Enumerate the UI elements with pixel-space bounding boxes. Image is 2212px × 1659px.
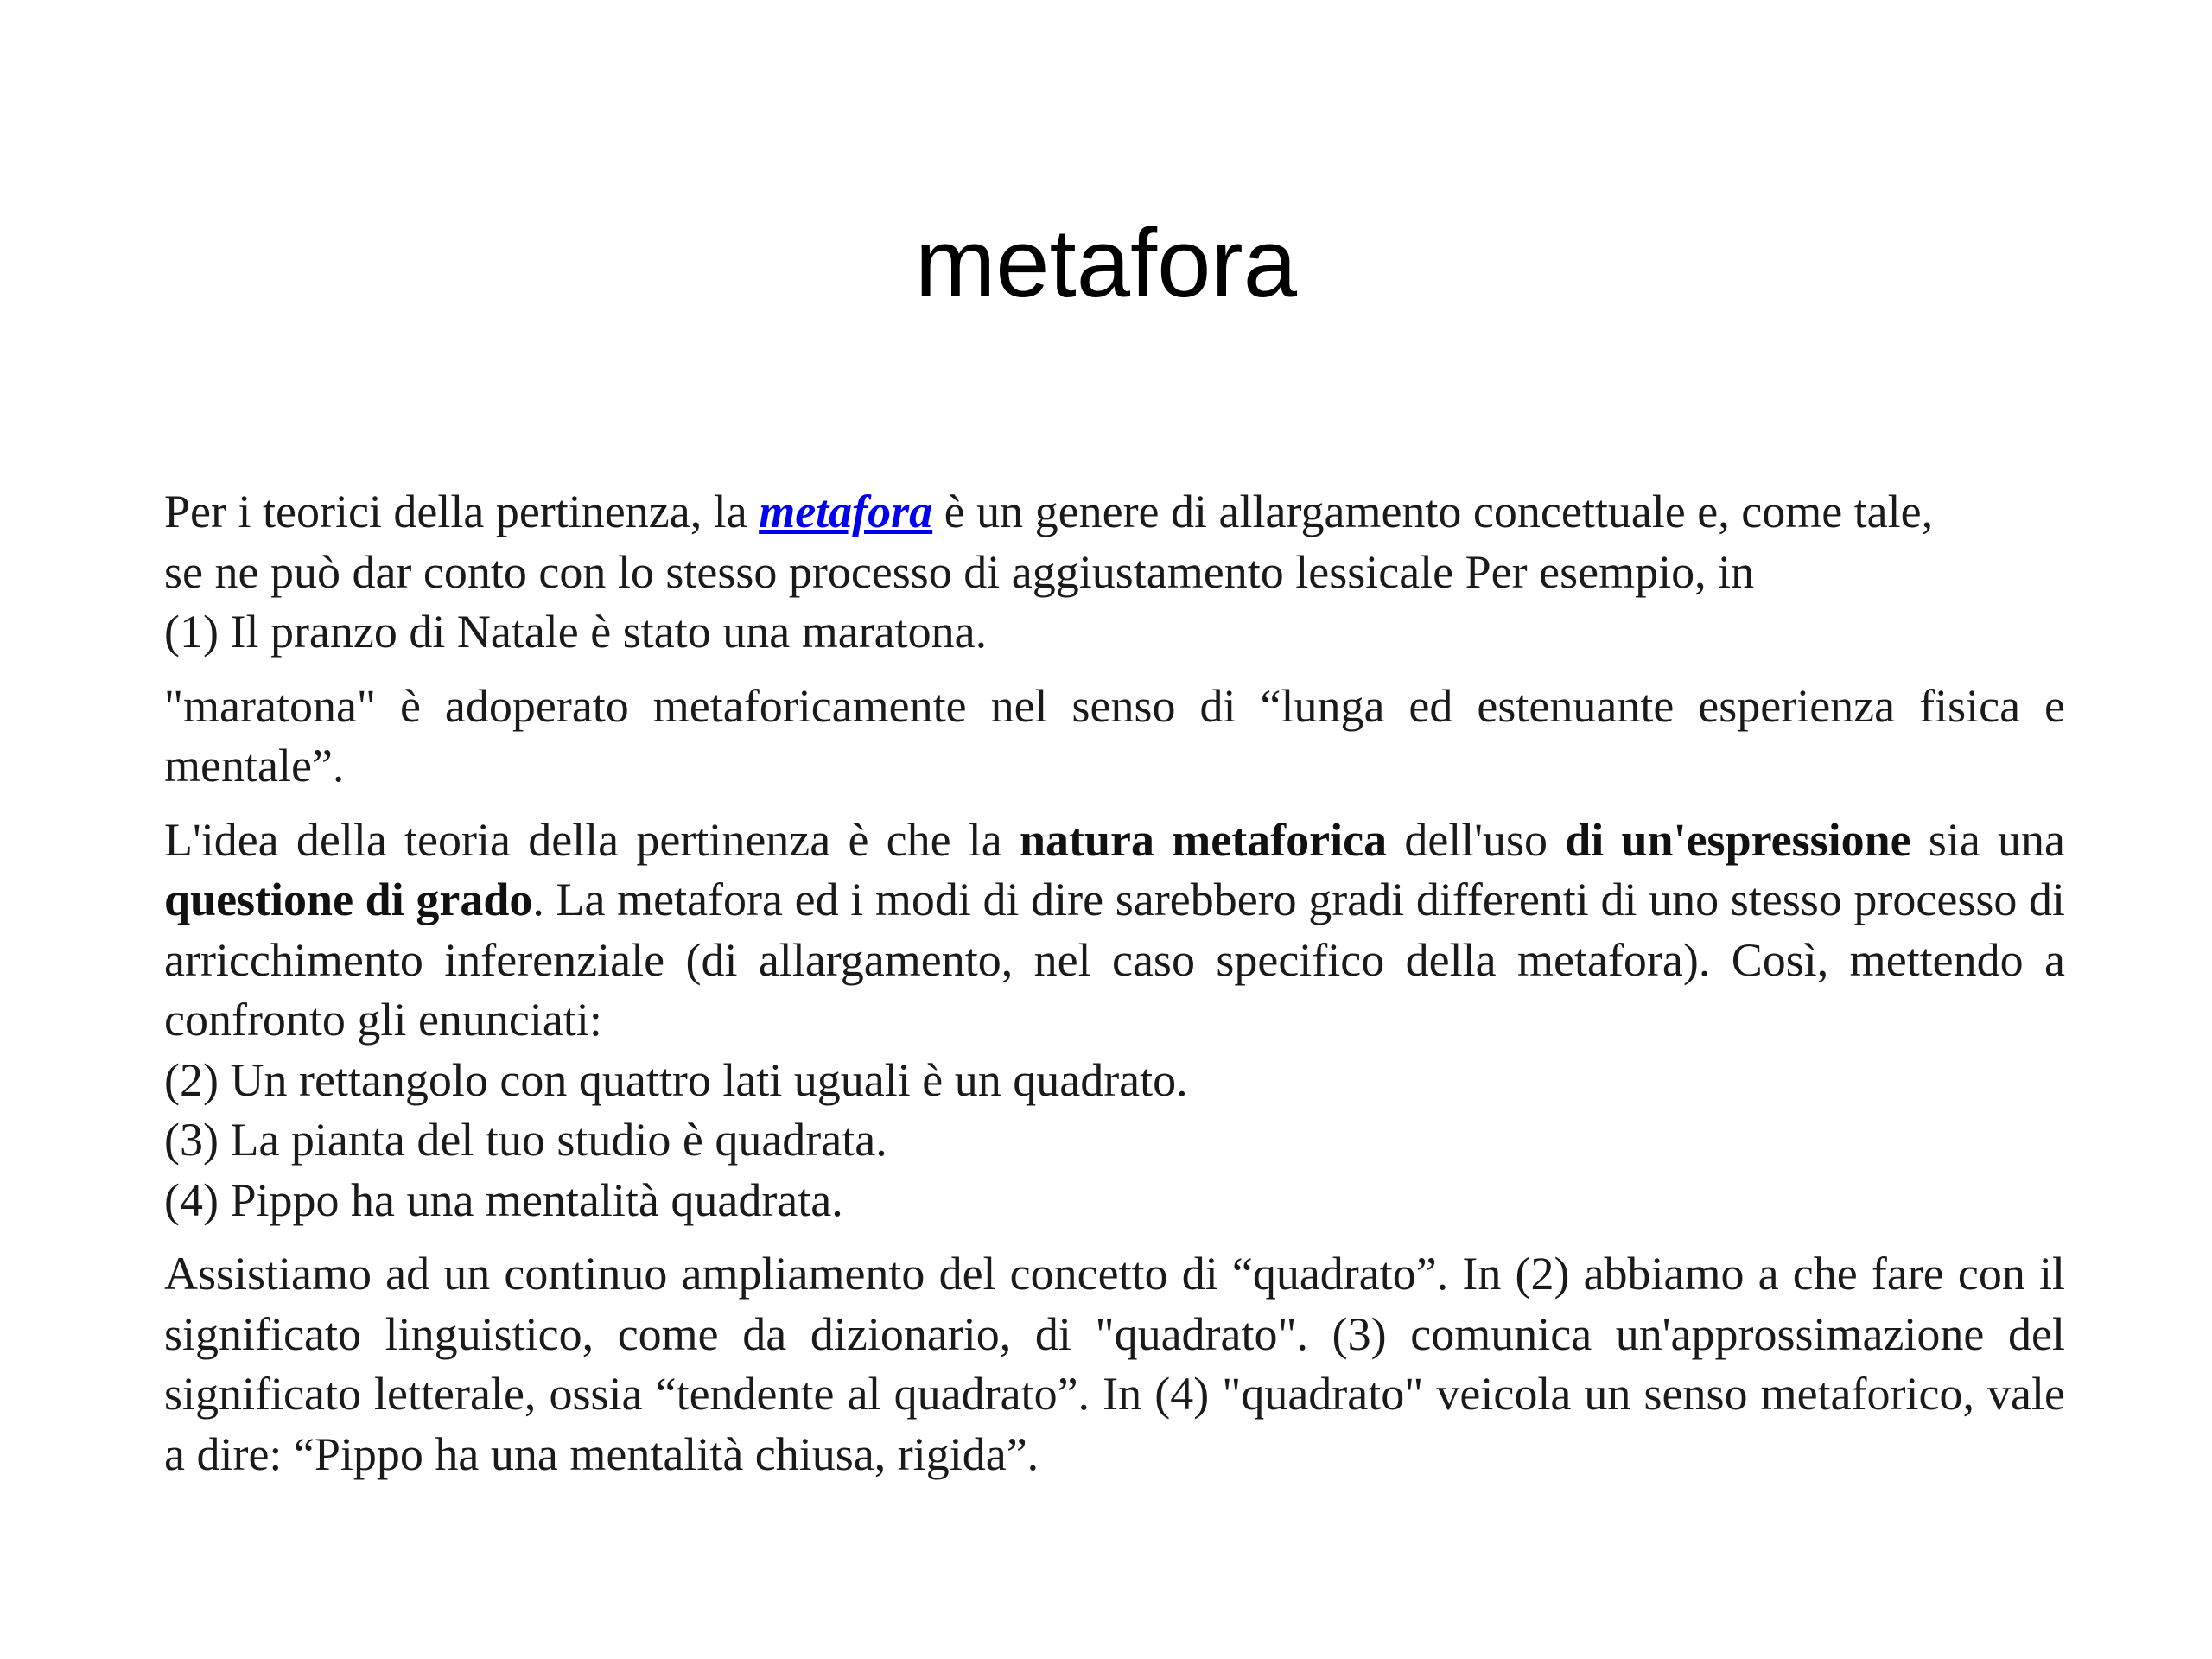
theory-text-1: L'idea della teoria della pertinenza è che la [164,813,1020,866]
bold-questione-di-grado: questione di grado [164,874,533,925]
example-4: (4) Pippo ha una mentalità quadrata. [164,1173,843,1226]
example-2: (2) Un rettangolo con quattro lati uguali è un quadrato. [164,1053,1188,1106]
metafora-link[interactable]: metafora [759,486,933,537]
bold-di-un-espressione: di un'espressione [1565,813,1911,866]
paragraph-intro [164,482,2065,663]
theory-text-3: sia una [1910,813,2066,866]
bold-natura-metaforica: natura metaforica [1020,813,1388,866]
slide-title: metafora [915,209,1297,317]
paragraph-maratona: "maratona" è adoperato metaforicamente nel senso di “lunga ed estenuante esperienza fisica e mentale”. [164,679,2065,791]
slide-body [164,482,2065,1498]
paragraph-conclusion: Assistiamo ad un continuo ampliamento del concetto di “quadrato”. In (2) abbiamo a che fare con il significato linguistico, come da dizionario, di "quadrato". (3) comunica un'approssimazione del significato letterale, ossia “tendente al quadrato”. In (4) "quadrato" veicola un senso metaforico, vale a dire: “Pippo ha una mentalità chiusa, rigida”. [164,1248,2065,1480]
example-3: (3) La pianta del tuo studio è quadrata. [164,1114,887,1166]
theory-text-4: . La metafora ed i modi di dire sarebbero gradi differenti di uno stesso processo di arricchimento inferenziale (di allargamento, nel caso specifico della metafora). Così, mettendo a confronto gli enunciati: [164,874,2065,1046]
example-1: (1) Il pranzo di Natale è stato una maratona. [164,606,988,658]
intro-text-after-link: è un genere di allargamento concettuale e, come tale, [932,486,1934,537]
theory-text [164,810,2065,1051]
paragraph-theory [164,810,2065,1231]
intro-line-1 [164,482,2065,543]
intro-line-2: se ne può dar conto con lo stesso processo di aggiustamento lessicale Per esempio, in [164,545,1755,598]
theory-text-2: dell'uso [1387,813,1566,866]
intro-text-before-link: Per i teorici della pertinenza, la [164,486,760,537]
